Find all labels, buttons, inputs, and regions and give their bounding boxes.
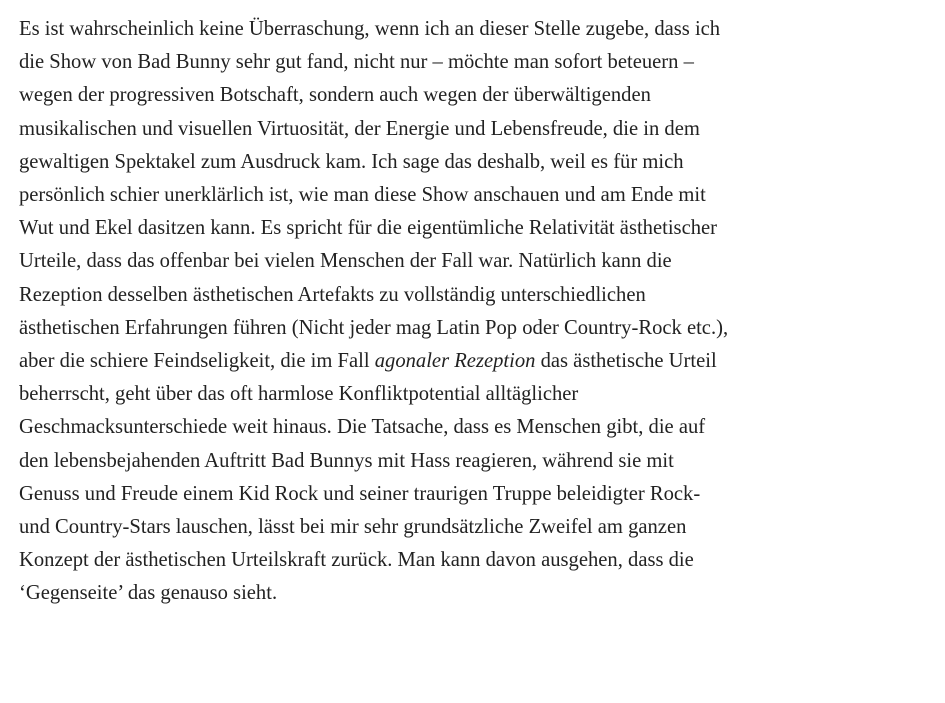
paragraph-line [19,345,945,378]
paragraph-line: persönlich schier unerklärlich ist, wie man diese Show anschauen und am Ende mit [19,184,706,207]
line-text: aber die schiere Feindseligkeit, die im Fall [19,350,375,373]
paragraph-line: wegen der progressiven Botschaft, sondern auch wegen der überwältigenden [19,84,651,107]
paragraph-line: ‘Gegenseite’ das genauso sieht. [19,582,278,605]
paragraph-line: den lebensbejahenden Auftritt Bad Bunnys mit Hass reagieren, während sie mit [19,449,674,472]
body-paragraph [19,13,945,611]
paragraph-line: beherrscht, geht über das oft harmlose Konfliktpotential alltäglicher [19,383,579,406]
paragraph-line: Geschmacksunterschiede weit hinaus. Die Tatsache, dass es Menschen gibt, die auf [19,416,706,439]
paragraph-line: Urteile, dass das offenbar bei vielen Menschen der Fall war. Natürlich kann die [19,250,672,273]
line-text: das ästhetische Urteil [535,350,717,373]
italic-term: agonaler Rezeption [374,350,536,373]
paragraph-line: Konzept der ästhetischen Urteilskraft zurück. Man kann davon ausgehen, dass die [19,549,694,572]
paragraph-line: ästhetischen Erfahrungen führen (Nicht jeder mag Latin Pop oder Country-Rock etc.), [19,316,729,339]
paragraph-line: gewaltigen Spektakel zum Ausdruck kam. Ich sage das deshalb, weil es für mich [19,150,684,173]
paragraph-line: und Country-Stars lauschen, lässt bei mir sehr grundsätzliche Zweifel am ganzen [19,516,687,539]
paragraph-line: Wut und Ekel dasitzen kann. Es spricht für die eigentümliche Relativität ästhetischer [19,217,718,240]
paragraph-line: Genuss und Freude einem Kid Rock und seiner traurigen Truppe beleidigter Rock- [19,482,701,505]
paragraph-line: Es ist wahrscheinlich keine Überraschung, wenn ich an dieser Stelle zugebe, dass ich [19,18,721,40]
paragraph-line: musikalischen und visuellen Virtuosität, der Energie und Lebensfreude, die in dem [19,117,700,140]
paragraph-line: die Show von Bad Bunny sehr gut fand, nicht nur – möchte man sofort beteuern – [19,51,694,74]
paragraph-line: Rezeption desselben ästhetischen Artefakts zu vollständig unterschiedlichen [19,283,646,306]
